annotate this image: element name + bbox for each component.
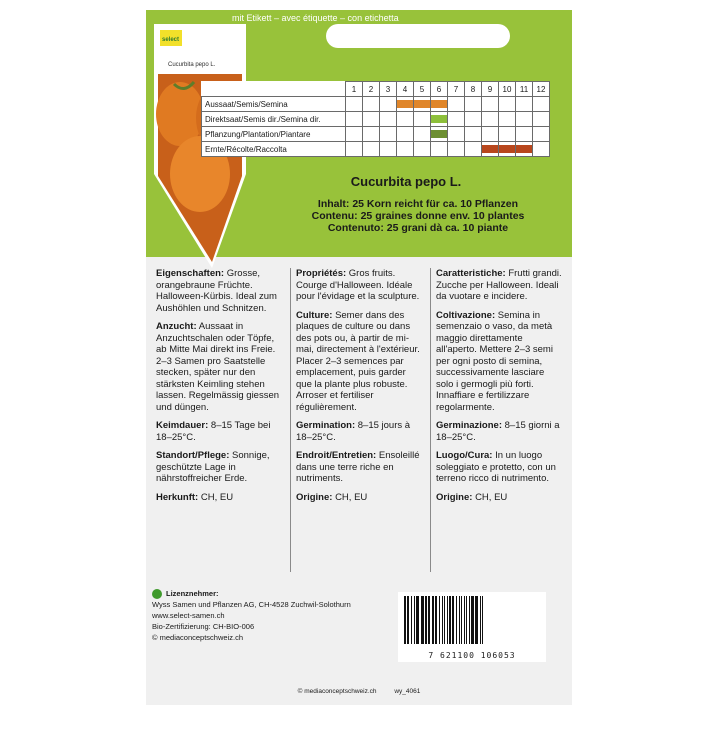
footer-copyright: © mediaconceptschweiz.ch (297, 688, 377, 695)
calendar-bar (516, 145, 532, 153)
de-origin: Herkunft: CH, EU (156, 491, 234, 503)
footer-code: wy_4061 (394, 688, 421, 695)
barcode-bar (482, 596, 483, 644)
licensee-info: Lizenznehmer: Wyss Samen und Pflanzen AG, CH-4528 Zuchwil-Solothurn www.select-samen.ch Bio-Zertifizierung: CH-BIO-006 © mediaconceptschweiz.ch (152, 589, 351, 642)
column-divider (290, 268, 291, 572)
it-origin: Origine: CH, EU (436, 491, 508, 503)
barcode-bar (416, 596, 419, 644)
barcode-bar (407, 596, 409, 644)
fr-germination: Germination: 8–15 jours à 18–25°C. (296, 420, 411, 443)
barcode-bar (444, 596, 445, 644)
barcode-bar (466, 596, 467, 644)
calendar-bar (397, 100, 413, 108)
it-location: Luogo/Cura: In un luogo soleggiato e protetto, con un terreno ricco di nutrimento. (436, 450, 556, 484)
seed-packet-back (146, 10, 572, 705)
calendar-row-direct-sowing: Direktsaat/Semis dir./Semina dir. (202, 112, 550, 127)
barcode-bar (459, 596, 460, 644)
hang-slot (326, 24, 510, 48)
barcode-bar (442, 596, 443, 644)
instruction-columns (156, 268, 566, 576)
species-name: Cucurbita pepo L. (350, 174, 462, 189)
barcode-bar (456, 596, 457, 644)
fr-origin: Origine: CH, EU (296, 491, 368, 503)
barcode-bar (435, 596, 437, 644)
it-germination: Germinazione: 8–15 giorni a 18–25°C. (436, 420, 560, 443)
barcode-bar (428, 596, 430, 644)
barcode-bar (480, 596, 481, 644)
licensee-logo-icon (152, 589, 162, 599)
content-info (296, 198, 540, 234)
content-de: Inhalt: 25 Korn reicht für ca. 10 Pflanzen (317, 198, 519, 210)
fr-properties: Propriétés: Gros fruits. Courge d'Halloween. Idéale pour l'évidage et la sculpture. (296, 268, 420, 302)
fr-location: Endroit/Entretien: Ensoleillé dans une terre riche en nutriments. (296, 450, 420, 484)
green-header-panel (146, 10, 572, 257)
barcode-bars (402, 596, 542, 648)
de-location: Standort/Pflege: Sonnige, geschützte Lage in nährstoffreicher Erde. (156, 450, 270, 484)
label-brand: select (162, 37, 180, 43)
barcode-bar (421, 596, 424, 644)
barcode-bar (414, 596, 415, 644)
de-germination: Keimdauer: 8–15 Tage bei 18–25°C. (156, 420, 271, 443)
column-german (156, 268, 284, 510)
calendar-bar (431, 100, 447, 108)
barcode-bar (411, 596, 412, 644)
barcode-bar (404, 596, 406, 644)
it-properties: Caratteristiche: Frutti grandi. Zucche per Halloween. Ideali da vuotare e incidere. (436, 268, 562, 302)
calendar-bar (499, 145, 515, 153)
barcode-bar (461, 596, 462, 644)
content-fr: Contenu: 25 graines donne env. 10 plantes (311, 210, 525, 222)
barcode-bar (471, 596, 474, 644)
barcode-bar (425, 596, 427, 644)
barcode-bar (449, 596, 451, 644)
column-italian (436, 268, 564, 510)
de-cultivation: Anzucht: Aussaat in Anzuchtschalen oder Töpfe, ab Mitte Mai direkt ins Freie. 2–3 Samen pro Saatstelle stecken, später nur den stärksten Keimling stehen lassen. Regelmässig giessen und düngen. (156, 321, 280, 413)
fr-cultivation: Culture: Semer dans des plaques de culture ou dans des pots ou, à partir de mi-mai, directement à l'extérieur. Placer 2–3 semences par emplacement, puis garder que la plante plus robuste. Arroser et fertiliser régulièrement. (296, 309, 420, 413)
barcode-bar (447, 596, 448, 644)
calendar-bar (414, 100, 430, 108)
barcode (398, 592, 546, 662)
barcode-bar (464, 596, 465, 644)
it-cultivation: Coltivazione: Semina in semenzaio o vaso, da metà maggio direttamente all'aperto. Mettere 2–3 semi per ogni posto di semina, successivamente lasciare solo i germogli più forti. Innaffiare e fertilizzare regolarmente. (436, 309, 553, 413)
de-properties: Eigenschaften: Grosse, orangebraune Früchte. Halloween-Kürbis. Ideal zum Aushöhlen und Schnitzen. (156, 268, 277, 314)
calendar-bar (431, 130, 447, 138)
column-divider (430, 268, 431, 572)
calendar-row-harvest: Ernte/Récolte/Raccolta (202, 142, 550, 157)
sowing-calendar: 1 2 3 4 5 6 7 8 9 10 11 12 Aussaat/Semis/Semina Direktsaat/Semis dir./Semina dir. Pflanzung/Plantation/Piantare Ernte/Récolte/Raccolta (201, 81, 550, 157)
label-note: mit Etikett – avec étiquette – con etichetta (232, 13, 399, 23)
barcode-number: 7 621100 106053 (428, 651, 516, 660)
barcode-bar (452, 596, 454, 644)
label-name: Cucurbita pepo L. (168, 62, 216, 68)
content-it: Contenuto: 25 grani dà ca. 10 piante (327, 222, 509, 234)
barcode-bar (469, 596, 470, 644)
footer (0, 688, 718, 695)
calendar-bar (482, 145, 498, 153)
calendar-bar (431, 115, 447, 123)
barcode-bar (432, 596, 434, 644)
column-french (296, 268, 424, 510)
calendar-row-planting: Pflanzung/Plantation/Piantare (202, 127, 550, 142)
calendar-row-sowing: Aussaat/Semis/Semina (202, 97, 550, 112)
barcode-bar (475, 596, 478, 644)
barcode-bar (439, 596, 440, 644)
